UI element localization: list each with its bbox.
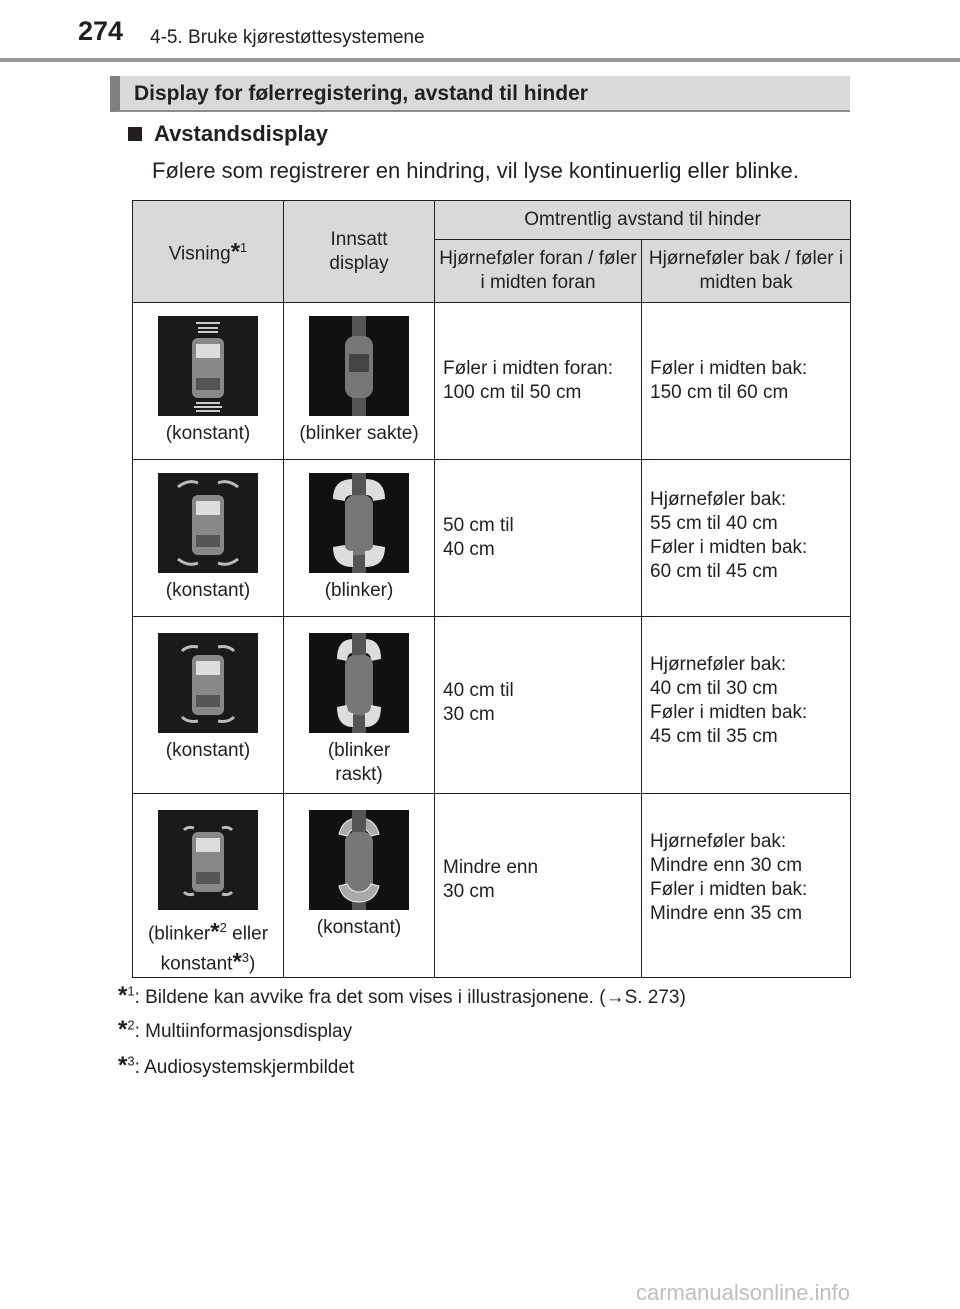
foran-cell: 50 cm til 40 cm [435, 460, 642, 617]
footnote-ref: 3 [241, 950, 250, 966]
innsatt-caption: (konstant) [316, 917, 402, 938]
bak-cell: Hjørneføler bak: Mindre enn 30 cm Føler i midten bak: Mindre enn 35 cm [642, 794, 851, 978]
intro-text: Følere som registrerer en hindring, vil lyse kontinuerlig eller blinke. [152, 158, 799, 183]
foran-cell: Føler i midten foran: 100 cm til 50 cm [435, 303, 642, 460]
footnote-2 [118, 1016, 352, 1044]
square-bullet-icon [128, 127, 142, 141]
audio-sensor-image [309, 473, 409, 573]
innsatt-cell [284, 794, 435, 978]
innsatt-caption: (blinker raskt) [327, 740, 391, 785]
multi-info-sensor-image [158, 633, 258, 733]
footnote-num: 1 [127, 983, 135, 999]
multi-info-sensor-image [158, 316, 258, 416]
asterisk-icon: * [210, 918, 220, 946]
footnote-text: : Bildene kan avvike fra det som vises i illustrasjonene. (→S. 273) [134, 987, 686, 1008]
multi-info-sensor-image [158, 473, 258, 573]
asterisk-icon: * [118, 982, 128, 1009]
footnote-text: : Multiinformasjonsdisplay [134, 1021, 353, 1042]
visning-caption-c: konstant [160, 953, 233, 975]
col-header-visning [133, 201, 284, 303]
chapter-title: 4-5. Bruke kjørestøttesystemene [150, 27, 425, 48]
subsection-title: Avstandsdisplay [154, 121, 329, 146]
asterisk-icon: * [118, 1016, 128, 1043]
footnote-ref: 1 [240, 240, 248, 256]
watermark: carmanualsonline.info [636, 1280, 851, 1305]
foran-cell: 40 cm til 30 cm [435, 617, 642, 794]
visning-caption-a: (blinker [147, 923, 211, 945]
col-header-bak: Hjørneføler bak / føler i midten bak [642, 240, 851, 303]
asterisk-icon: * [232, 948, 242, 976]
section-title: Display for følerregistering, avstand til hinder [134, 82, 588, 105]
asterisk-icon: * [118, 1052, 128, 1079]
multi-info-sensor-image [158, 810, 258, 910]
distance-table [132, 200, 851, 978]
visning-caption: (konstant) [165, 580, 251, 601]
section-heading-bar [110, 76, 850, 112]
innsatt-caption: (blinker sakte) [299, 423, 419, 444]
col-header-innsatt: Innsatt display [284, 201, 435, 303]
visning-caption: (konstant) [165, 423, 251, 444]
visning-cell [133, 794, 284, 978]
innsatt-caption: (blinker) [324, 580, 394, 601]
audio-sensor-image [309, 810, 409, 910]
visning-caption [133, 916, 283, 977]
footnote-text: : Audiosystemskjermbildet [134, 1057, 355, 1078]
asterisk-icon: * [230, 238, 241, 266]
visning-caption: (konstant) [165, 740, 251, 761]
footnote-num: 3 [127, 1053, 135, 1069]
visning-caption-b: eller [226, 923, 269, 945]
innsatt-cell [284, 617, 435, 794]
innsatt-cell [284, 460, 435, 617]
bak-cell: Hjørneføler bak: 40 cm til 30 cm Føler i midten bak: 45 cm til 35 cm [642, 617, 851, 794]
footnote-3 [118, 1052, 354, 1080]
page-header [0, 0, 960, 62]
footnote-ref: 2 [219, 920, 227, 935]
header-rule [0, 58, 960, 62]
bak-cell: Føler i midten bak: 150 cm til 60 cm [642, 303, 851, 460]
innsatt-cell [284, 303, 435, 460]
visning-cell [133, 303, 284, 460]
col-header-avstand: Omtrentlig avstand til hinder [435, 201, 851, 240]
footnote-num: 2 [127, 1017, 135, 1033]
audio-sensor-image [309, 316, 409, 416]
visning-cell [133, 460, 284, 617]
foran-cell: Mindre enn 30 cm [435, 794, 642, 978]
audio-sensor-image [309, 633, 409, 733]
col-header-foran: Hjørneføler foran / føler i midten foran [435, 240, 642, 303]
subsection-heading [128, 121, 328, 147]
footnote-1 [118, 982, 686, 1010]
col-header-visning-label: Visning [168, 243, 231, 265]
bak-cell: Hjørneføler bak: 55 cm til 40 cm Føler i midten bak: 60 cm til 45 cm [642, 460, 851, 617]
visning-caption-d: ) [249, 953, 256, 975]
visning-cell [133, 617, 284, 794]
page-number: 274 [78, 16, 124, 46]
